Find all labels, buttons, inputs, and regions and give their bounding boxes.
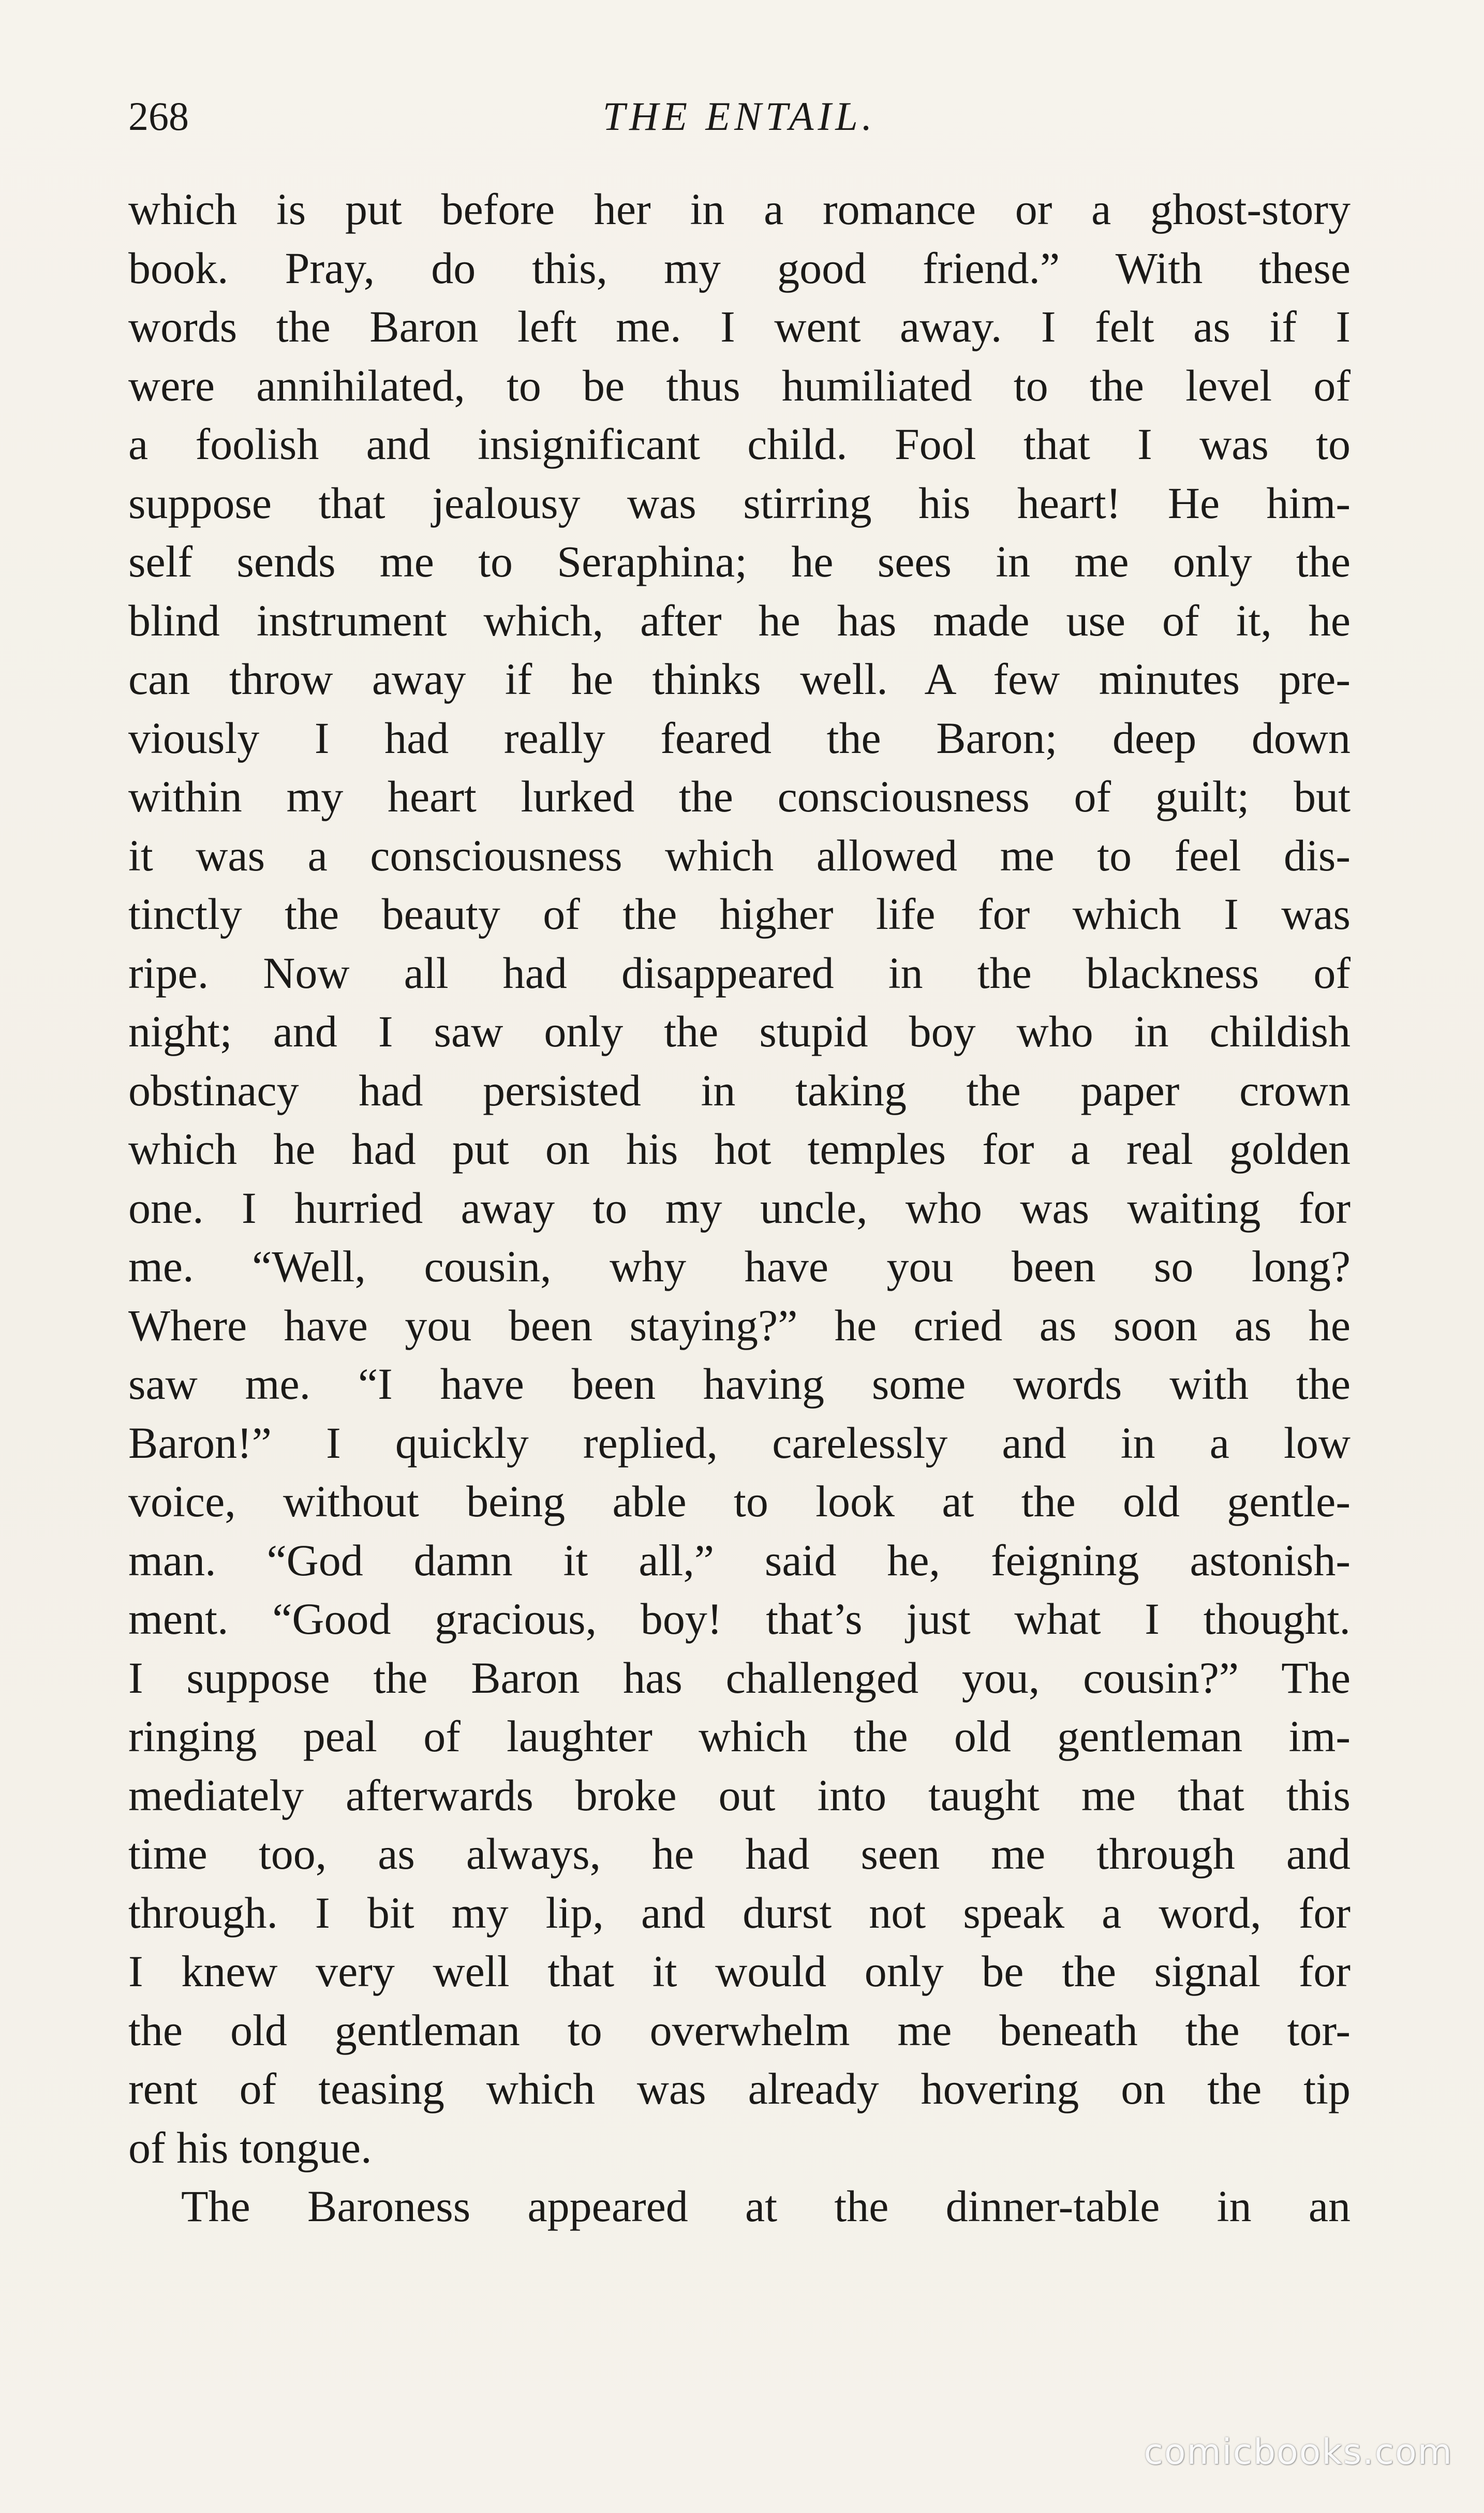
paragraph-end-line: of his tongue. (128, 2122, 372, 2172)
text-line: obstinacy had persisted in taking the paper crown (128, 1065, 1351, 1115)
watermark: comicbooks.com (1144, 2432, 1453, 2473)
text-line: Baron!” I quickly replied, carelessly and in a low (128, 1417, 1351, 1468)
text-line: self sends me to Seraphina; he sees in me only the (128, 537, 1351, 586)
text-line: which is put before her in a romance or a ghost-story (128, 184, 1351, 234)
text-line: rent of teasing which was already hovering on the tip (128, 2064, 1351, 2113)
text-line: it was a consciousness which allowed me to feel dis- (128, 830, 1351, 880)
text-line: man. “God damn it all,” said he, feigning astonish- (128, 1535, 1351, 1585)
page-number: 268 (128, 94, 189, 139)
text-line: night; and I saw only the stupid boy who in childish (128, 1007, 1351, 1056)
text-line: a foolish and insignificant child. Fool that I was to (128, 419, 1351, 469)
paragraph-start-line: The Baroness appeared at the dinner-table in an (181, 2181, 1351, 2231)
text-line: voice, without being able to look at the old gentle- (128, 1476, 1351, 1526)
running-head (128, 88, 1351, 145)
text-line: viously I had really feared the Baron; deep down (128, 713, 1351, 763)
text-line: time too, as always, he had seen me through and (128, 1829, 1351, 1879)
body-text (128, 180, 1351, 2236)
text-line: ripe. Now all had disappeared in the blackness of (128, 948, 1351, 998)
text-line: within my heart lurked the consciousness of guilt; but (128, 772, 1351, 821)
text-line: were annihilated, to be thus humiliated to the level of (128, 360, 1351, 410)
text-line: words the Baron left me. I went away. I felt as if I (128, 302, 1351, 351)
text-line: mediately afterwards broke out into taught me that this (128, 1770, 1351, 1820)
text-line: tinctly the beauty of the higher life for which I was (128, 889, 1351, 939)
text-line: which he had put on his hot temples for a real golden (128, 1124, 1351, 1174)
text-line: blind instrument which, after he has made use of it, he (128, 595, 1351, 645)
text-line: one. I hurried away to my uncle, who was waiting for (128, 1182, 1351, 1233)
text-line: ment. “Good gracious, boy! that’s just what I thought. (128, 1594, 1351, 1644)
text-line: me. “Well, cousin, why have you been so long? (128, 1241, 1351, 1291)
text-line: saw me. “I have been having some words with the (128, 1359, 1351, 1409)
text-line: can throw away if he thinks well. A few minutes pre- (128, 654, 1351, 704)
text-line: I suppose the Baron has challenged you, cousin?” The (128, 1652, 1351, 1703)
running-title: THE ENTAIL. (602, 94, 877, 139)
text-line: suppose that jealousy was stirring his heart! He him- (128, 478, 1351, 528)
text-line: the old gentleman to overwhelm me beneath the tor- (128, 2005, 1351, 2055)
text-line: Where have you been staying?” he cried as soon as he (128, 1300, 1351, 1350)
text-line: I knew very well that it would only be the signal for (128, 1946, 1351, 1996)
text-line: ringing peal of laughter which the old gentleman im- (128, 1711, 1351, 1761)
text-line: through. I bit my lip, and durst not speak a word, for (128, 1887, 1351, 1938)
text-line: book. Pray, do this, my good friend.” With these (128, 243, 1351, 293)
